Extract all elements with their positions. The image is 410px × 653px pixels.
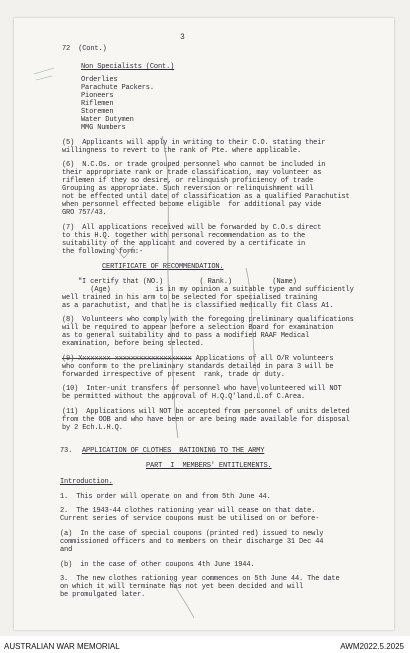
- list-item: Parachute Packers.: [81, 84, 154, 92]
- paragraph-5-line: willingness to revert to the rank of Pte. where applicable.: [62, 147, 301, 155]
- paragraph-6-line: their appropriate rank or trade classification, may volunteer as: [62, 169, 322, 177]
- item-1: 1. This order will operate on and from 5th June 44.: [60, 493, 271, 501]
- paragraph-5-line: (5) Applicants will apply in writing to their C.O. stating their: [62, 139, 326, 147]
- paragraph-6-line: not be effected until date of classification as a qualified Parachutist: [62, 193, 350, 201]
- paragraph-10-line: be permitted without the approval of H.Q.Q'land.L.of C.Area.: [62, 393, 306, 401]
- paragraph-7-line: the following form:-: [62, 248, 144, 256]
- item-3-line: 3. The new clothes rationing year commences on 5th June 44. The date: [60, 575, 340, 583]
- paragraph-6-line: when personnel effected become eligible for additional pay vide: [62, 201, 322, 209]
- paragraph-9-text: Applications of all O/R volunteers: [191, 355, 334, 363]
- paragraph-6-line: Grouping as appropriate. Such reversion or relinquishment will: [62, 185, 314, 193]
- item-b: (b) in the case of other coupons 4th June 1944.: [60, 561, 255, 569]
- footer-reference: AWM2022.5.2025: [340, 642, 404, 651]
- section-73-heading: APPLICATION OF CLOTHES RATIONING TO THE ARMY: [82, 447, 265, 455]
- item-a-line: (a) In the case of special coupons (printed red) issued to newly: [60, 530, 324, 538]
- paragraph-6-line: riflemen if they so desire, or relinquish proficiency of trade: [62, 177, 314, 185]
- paragraph-9-first-line: [62, 355, 333, 363]
- archive-footer: [0, 636, 410, 653]
- paragraph-7-line: to this H.Q. together with personal recommendation as to the: [62, 232, 306, 240]
- paragraph-9-line: forwarded irrespective of present rank, trade or duty.: [62, 371, 285, 379]
- paragraph-8-line: will be required to appear before a selection Board for examination: [62, 324, 334, 332]
- non-specialists-heading: Non Specialists (Cont.): [81, 63, 175, 71]
- introduction-heading: Introduction.: [60, 478, 113, 486]
- paragraph-10-line: (10) Inter-unit transfers of personnel who have volunteered will NOT: [62, 385, 342, 393]
- paragraph-6-line: (6) N.C.Os. or trade grouped personnel who cannot be included in: [62, 161, 326, 169]
- paragraph-8-line: (8) Volunteers who comply with the foregoing preliminary qualifications: [62, 316, 354, 324]
- paragraph-9-line: who conform to the preliminary standards detailed in para 3 will be: [62, 363, 334, 371]
- section-72-heading: 72 (Cont.): [62, 45, 107, 53]
- item-2-line: 2. The 1943-44 clothes rationing year will cease on that date.: [60, 507, 316, 515]
- certificate-line: (Age) is in my opinion a suitable type and sufficiently: [62, 286, 354, 294]
- paragraph-11-line: (11) Applications will NOT be accepted from personnel of units deleted: [62, 408, 350, 416]
- paragraph-11-line: by 2 Ech.L.H.Q.: [62, 424, 123, 432]
- certificate-line: as a parachutist, and that he is classified medically fit Class A1.: [62, 302, 334, 310]
- paragraph-7-line: suitability of the applicant and covered by a certificate in: [62, 240, 306, 248]
- paragraph-8-line: examination, before being selected.: [62, 340, 204, 348]
- paragraph-8-line: as to general suitability and to pass a modified RAAF Medical: [62, 332, 310, 340]
- section-73-number: 73.: [60, 447, 73, 455]
- paragraph-11-line: from the OOB and who have been or are being made available for disposal: [62, 416, 350, 424]
- page-number: 3: [180, 33, 185, 42]
- item-3-line: on which it will terminate has not yet been decided and will: [60, 583, 304, 591]
- list-item: Orderlies: [81, 76, 118, 84]
- list-item: Pioneers: [81, 92, 114, 100]
- certificate-heading: CERTIFICATE OF RECOMMENDATION.: [102, 263, 224, 271]
- struck-out-text: (9) Xxxxxxxx xxxxxxxxxxxxxxxxxxx: [62, 355, 192, 363]
- footer-source: AUSTRALIAN WAR MEMORIAL: [4, 642, 120, 651]
- part-1-heading: PART I MEMBERS' ENTITLEMENTS.: [146, 462, 272, 470]
- list-item: Water Dutymen: [81, 116, 134, 124]
- item-a-line: commissioned officers and to members on their discharge 31 Dec 44: [60, 538, 324, 546]
- paragraph-7-line: (7) All applications received will be forwarded by C.O.s direct: [62, 224, 322, 232]
- list-item: MMG Numbers: [81, 124, 126, 132]
- item-a-line: and: [60, 546, 73, 554]
- item-2-line: Current series of service coupons must be utilised on or before-: [60, 515, 320, 523]
- document-page: [14, 18, 394, 630]
- list-item: Riflemen: [81, 100, 114, 108]
- certificate-line: well trained in his arm to be selected for specialised training: [62, 294, 318, 302]
- paragraph-6-line: GRO 757/43.: [62, 209, 107, 217]
- item-3-line: be promulgated later.: [60, 591, 146, 599]
- certificate-line: "I certify that (NO.) ( Rank.) (Name): [78, 278, 297, 286]
- list-item: Storemen: [81, 108, 114, 116]
